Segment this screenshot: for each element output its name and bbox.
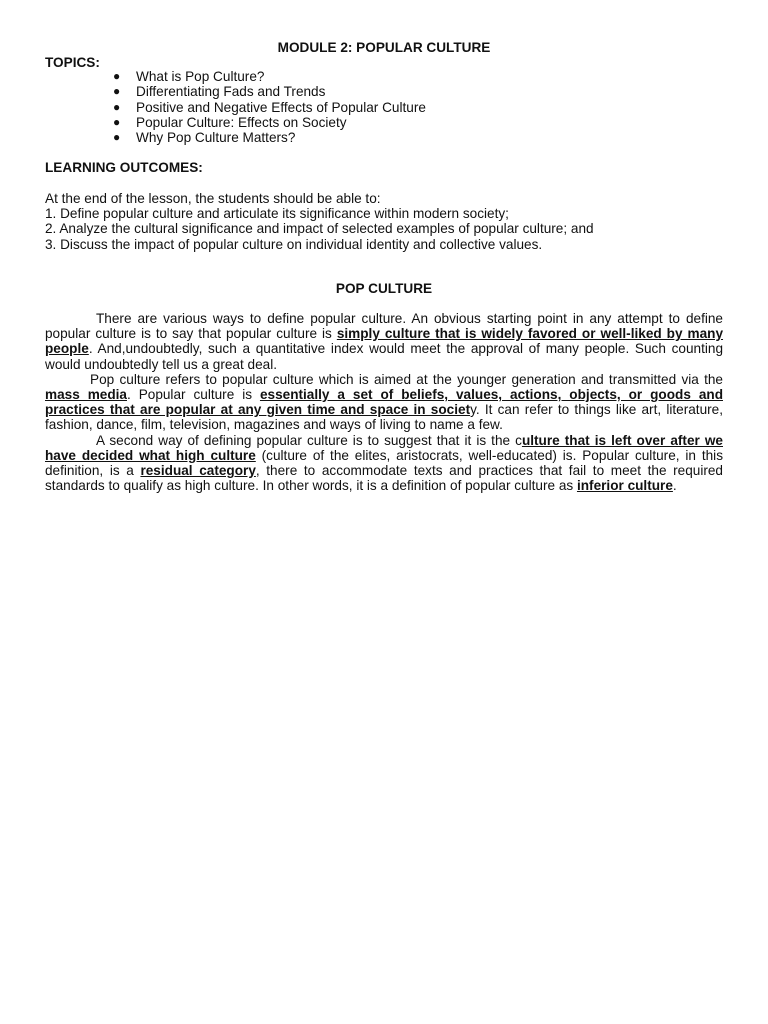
bullet-icon: ● bbox=[113, 114, 121, 129]
topic-text: What is Pop Culture? bbox=[136, 69, 265, 84]
list-item bbox=[113, 130, 426, 145]
list-item bbox=[113, 100, 426, 115]
list-item bbox=[113, 69, 426, 84]
bullet-icon: ● bbox=[113, 130, 121, 145]
text-run: . And,undoubtedly, such a quantitative index would meet the approval of many people. Such counting would undoubtedly tell us a great deal. bbox=[45, 341, 723, 372]
emphasis-text: mass media bbox=[45, 387, 127, 403]
text-run: There are various ways to define popular culture. An obvious starting point in any attempt to define popular culture is to say that popular culture is bbox=[45, 311, 723, 342]
emphasis-text: essentially a set of beliefs, values, actions, objects, or goods and practices that are popular at any given time and space in societ bbox=[45, 387, 723, 418]
outcome-item: 1. Define popular culture and articulate its significance within modern society; bbox=[45, 206, 509, 222]
list-item bbox=[113, 115, 426, 130]
paragraph bbox=[45, 433, 723, 494]
text-run: (culture of the elites, aristocrats, well-educated) is. Popular culture, in this definition, is a bbox=[45, 447, 723, 479]
emphasis-text: ulture that is left over after we have decided what high culture bbox=[45, 432, 723, 463]
body-text bbox=[45, 311, 723, 493]
text-run: . Popular culture is bbox=[126, 387, 260, 403]
paragraph bbox=[45, 372, 723, 433]
outcome-item: 2. Analyze the cultural significance and impact of selected examples of popular culture; and bbox=[45, 221, 594, 237]
list-item bbox=[113, 84, 426, 99]
topic-text: Differentiating Fads and Trends bbox=[136, 84, 326, 100]
text-run: , there to accommodate texts and practices that fail to meet the required standards to qualify as high culture. In other words, it is a definition of popular culture as bbox=[45, 463, 723, 494]
bullet-icon: ● bbox=[113, 69, 121, 83]
outcome-item: 3. Discuss the impact of popular culture on individual identity and collective values. bbox=[45, 236, 543, 252]
text-run: y. It can refer to things like art, literature, fashion, dance, film, television, magazines and ways of living to name a few. bbox=[45, 402, 723, 433]
topics-list bbox=[113, 69, 426, 145]
topic-text: Why Pop Culture Matters? bbox=[136, 130, 296, 146]
bullet-icon: ● bbox=[113, 99, 121, 114]
emphasis-text: residual category bbox=[140, 463, 256, 479]
text-run: A second way of defining popular culture is to suggest that it is the c bbox=[96, 432, 522, 448]
topics-heading: TOPICS: bbox=[45, 55, 100, 70]
outcomes-intro: At the end of the lesson, the students should be able to: bbox=[45, 191, 381, 206]
topic-text: Popular Culture: Effects on Society bbox=[136, 114, 347, 130]
paragraph bbox=[45, 311, 723, 372]
bullet-icon: ● bbox=[113, 84, 121, 99]
learning-outcomes bbox=[45, 191, 735, 252]
text-run: Pop culture refers to popular culture which is aimed at the younger generation and transmitted via the bbox=[90, 371, 723, 387]
emphasis-text: simply culture that is widely favored or well-liked by many people bbox=[45, 326, 724, 357]
emphasis-text: inferior culture bbox=[576, 478, 673, 494]
module-title: MODULE 2: POPULAR CULTURE bbox=[277, 40, 491, 55]
section-title: POP CULTURE bbox=[335, 281, 433, 296]
learning-outcomes-heading: LEARNING OUTCOMES: bbox=[45, 160, 203, 175]
topic-text: Positive and Negative Effects of Popular Culture bbox=[136, 99, 426, 115]
text-run: . bbox=[672, 478, 677, 494]
